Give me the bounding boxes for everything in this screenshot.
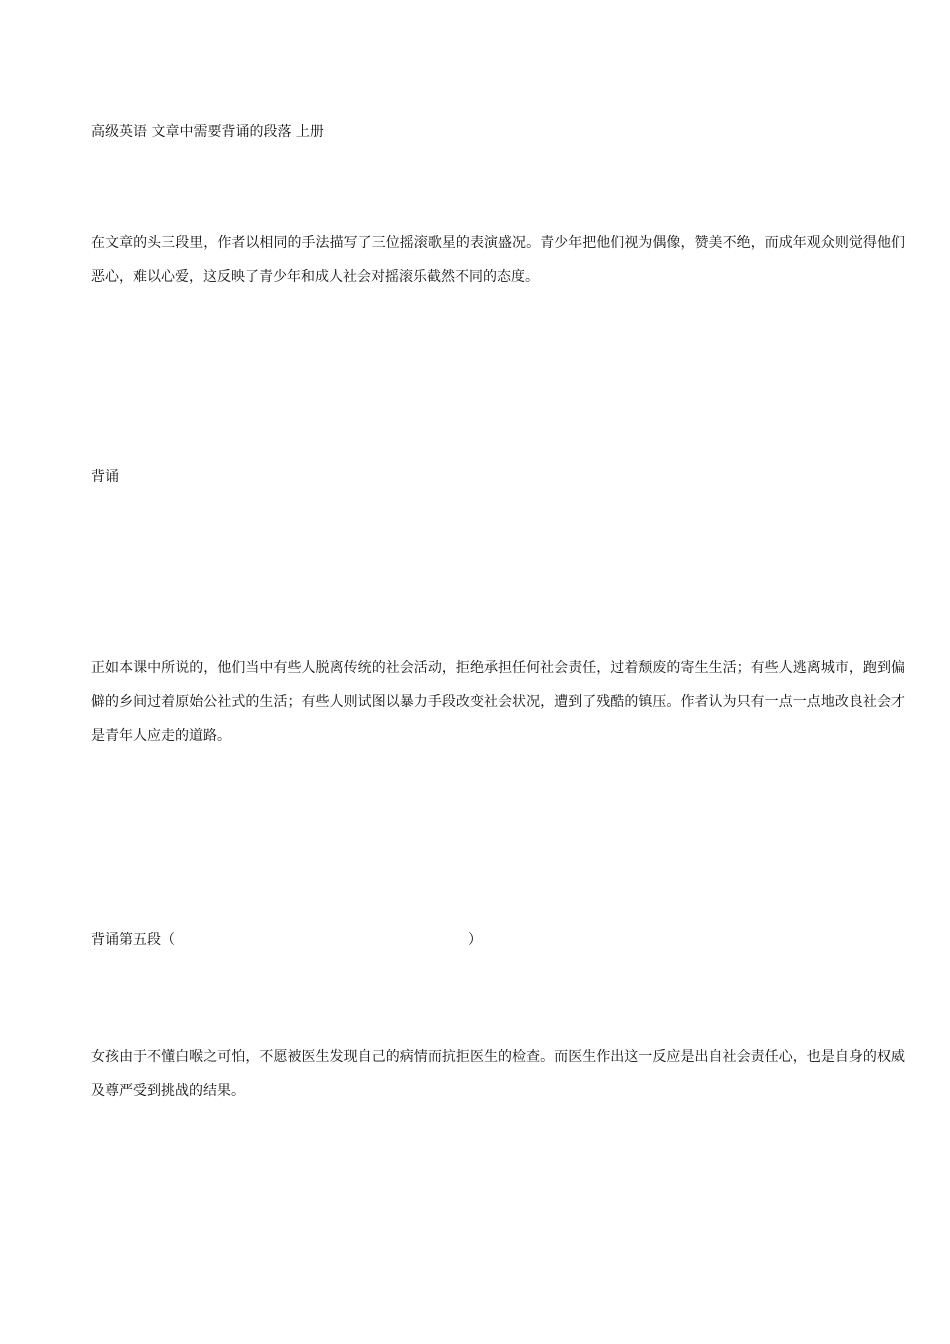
- recite-fifth-paragraph-close: ）: [468, 932, 482, 948]
- recite-heading: 背诵: [91, 469, 119, 485]
- summary-paragraph-1: 在文章的头三段里，作者以相同的手法描写了三位摇滚歌星的表演盛况。青少年把他们视为偶像，赞美不绝，而成年观众则觉得他们恶心，难以心爱，这反映了青少年和成人社会对摇滚乐截然不同的态度。: [91, 235, 905, 285]
- summary-paragraph-3: 女孩由于不懂白喉之可怕，不愿被医生发现自己的病情而抗拒医生的检查。而医生作出这一反应是出自社会责任心，也是自身的权威及尊严受到挑战的结果。: [91, 1049, 905, 1099]
- summary-paragraph-2: 正如本课中所说的，他们当中有些人脱离传统的社会活动，拒绝承担任何社会责任，过着颓废的寄生生活；有些人逃离城市，跑到偏僻的乡间过着原始公社式的生活；有些人则试图以暴力手段改变社会状况，遭到了残酷的镇压。作者认为只有一点一点地改良社会才是青年人应走的道路。: [91, 660, 905, 744]
- recite-fifth-paragraph-label: 背诵第五段（: [91, 932, 175, 948]
- document-title: 高级英语 文章中需要背诵的段落 上册: [91, 124, 324, 140]
